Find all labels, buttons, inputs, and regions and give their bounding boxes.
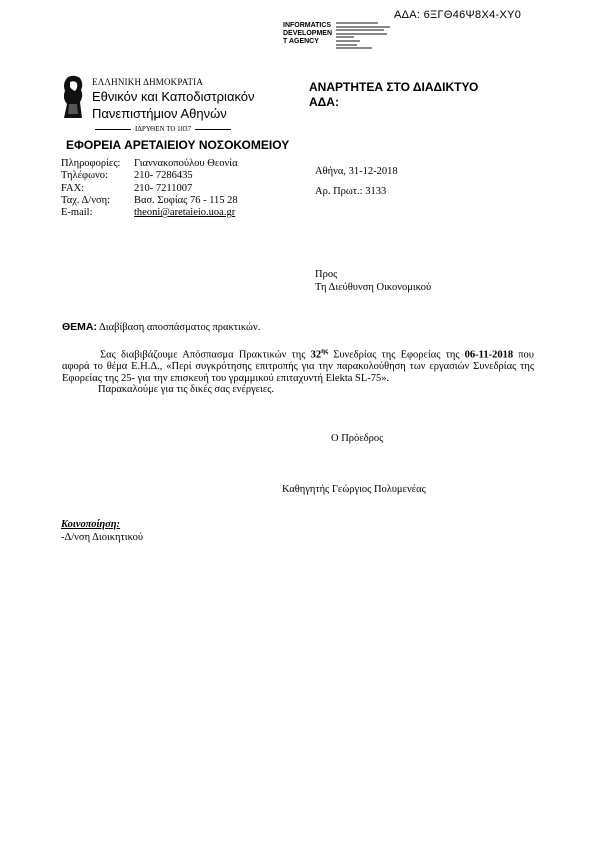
email-label: E-mail:	[61, 207, 93, 219]
founded-rule-left	[95, 129, 131, 130]
address-value: Βασ. Σοφίας 76 - 115 28	[134, 194, 238, 206]
date-protocol-block	[315, 162, 398, 202]
fax-label: FAX:	[61, 182, 85, 194]
agency-fine-print	[336, 22, 396, 51]
fax-value: 210- 7211007	[134, 182, 193, 194]
info-value: Γιαννακοπούλου Θεονία	[134, 158, 238, 169]
email-link[interactable]: theoni@aretaieio.uoa.gr	[134, 207, 236, 219]
cc-item: -Δ/νση Διοικητικού	[61, 531, 144, 543]
body-paragraph-1	[62, 346, 534, 384]
informatics-agency-logo	[283, 22, 332, 46]
subject-line	[62, 321, 260, 333]
body-text-b: Συνεδρίας της Εφορείας της	[328, 349, 465, 361]
phone-value: 210- 7286435	[134, 170, 193, 182]
ig-line-2: DEVELOPMEN	[283, 30, 333, 37]
posting-line-1: ΑΝΑΡΤΗΤΕΑ ΣΤΟ ΔΙΑΔΙΚΤΥΟ	[309, 80, 479, 94]
letter-body	[62, 346, 534, 396]
department-title: ΕΦΟΡΕΙΑ ΑΡΕΤΑΙΕΙΟΥ ΝΟΣΟΚΟΜΕΙΟΥ	[66, 138, 290, 152]
ig-line-3: T AGENCY	[283, 38, 319, 45]
recipient-block	[315, 269, 431, 294]
recipient-value: Τη Διεύθυνση Οικονομικού	[315, 281, 432, 293]
ada-code-top: ΑΔΑ: 6ΞΓΘ46Ψ8Χ4-ΧΥ0	[394, 9, 522, 21]
address-label: Ταχ. Δ/νση:	[61, 194, 111, 206]
subject-text: Διαβίβαση αποσπάσματος πρακτικών.	[99, 322, 261, 333]
university-name-line-2: Πανεπιστήμιον Αθηνών	[92, 106, 227, 121]
session-date: 06-11-2018	[464, 349, 514, 361]
session-suffix: ης	[321, 347, 329, 355]
founded-line	[95, 125, 231, 133]
body-paragraph-2: Παρακαλούμε για τις δικές σας ενέργειες.	[98, 384, 275, 395]
signature-role: Ο Πρόεδρος	[331, 433, 384, 444]
university-name-block	[92, 77, 255, 121]
protocol-number: Αρ. Πρωτ.: 3133	[315, 186, 387, 197]
cc-block	[61, 519, 143, 544]
subject-label: ΘΕΜΑ:	[62, 321, 97, 333]
signature-name: Καθηγητής Γεώργιος Πολυμενέας	[282, 484, 426, 495]
session-number: 32	[310, 349, 322, 361]
founded-rule-right	[195, 129, 231, 130]
university-name-line-1: Εθνικόν και Καποδιστριακόν	[92, 89, 255, 104]
body-text-a: Σας διαβιβάζουμε Απόσπασμα Πρακτικών της	[100, 349, 311, 361]
phone-label: Τηλέφωνο:	[61, 170, 108, 182]
posting-notice	[309, 80, 478, 110]
document-date: Αθήνα, 31-12-2018	[315, 166, 398, 177]
republic-label: ΕΛΛΗΝΙΚΗ ΔΗΜΟΚΡΑΤΙΑ	[92, 77, 204, 87]
info-label: Πληροφορίες:	[61, 158, 121, 169]
founded-text: ΙΔΡΥΘΕΝ ΤΟ 1837	[135, 125, 192, 133]
body-text-c: που αφορά το θέμα Ε.Η.Δ., «Περί συγκρότησης επιτροπής για την παρακολούθηση των εργασιών Συνεδρίας της Εφορείας της 25- για την επισκευή του γραμμικού επιταχυντή Elekta SL-75».	[62, 349, 535, 384]
contact-info	[61, 158, 238, 219]
athena-crest-icon	[60, 74, 86, 120]
ig-line-1: INFORMATICS	[283, 22, 332, 29]
recipient-label: Προς	[315, 269, 338, 280]
cc-label: Κοινοποίηση:	[61, 519, 121, 530]
posting-ada-label: ΑΔΑ:	[309, 95, 339, 109]
